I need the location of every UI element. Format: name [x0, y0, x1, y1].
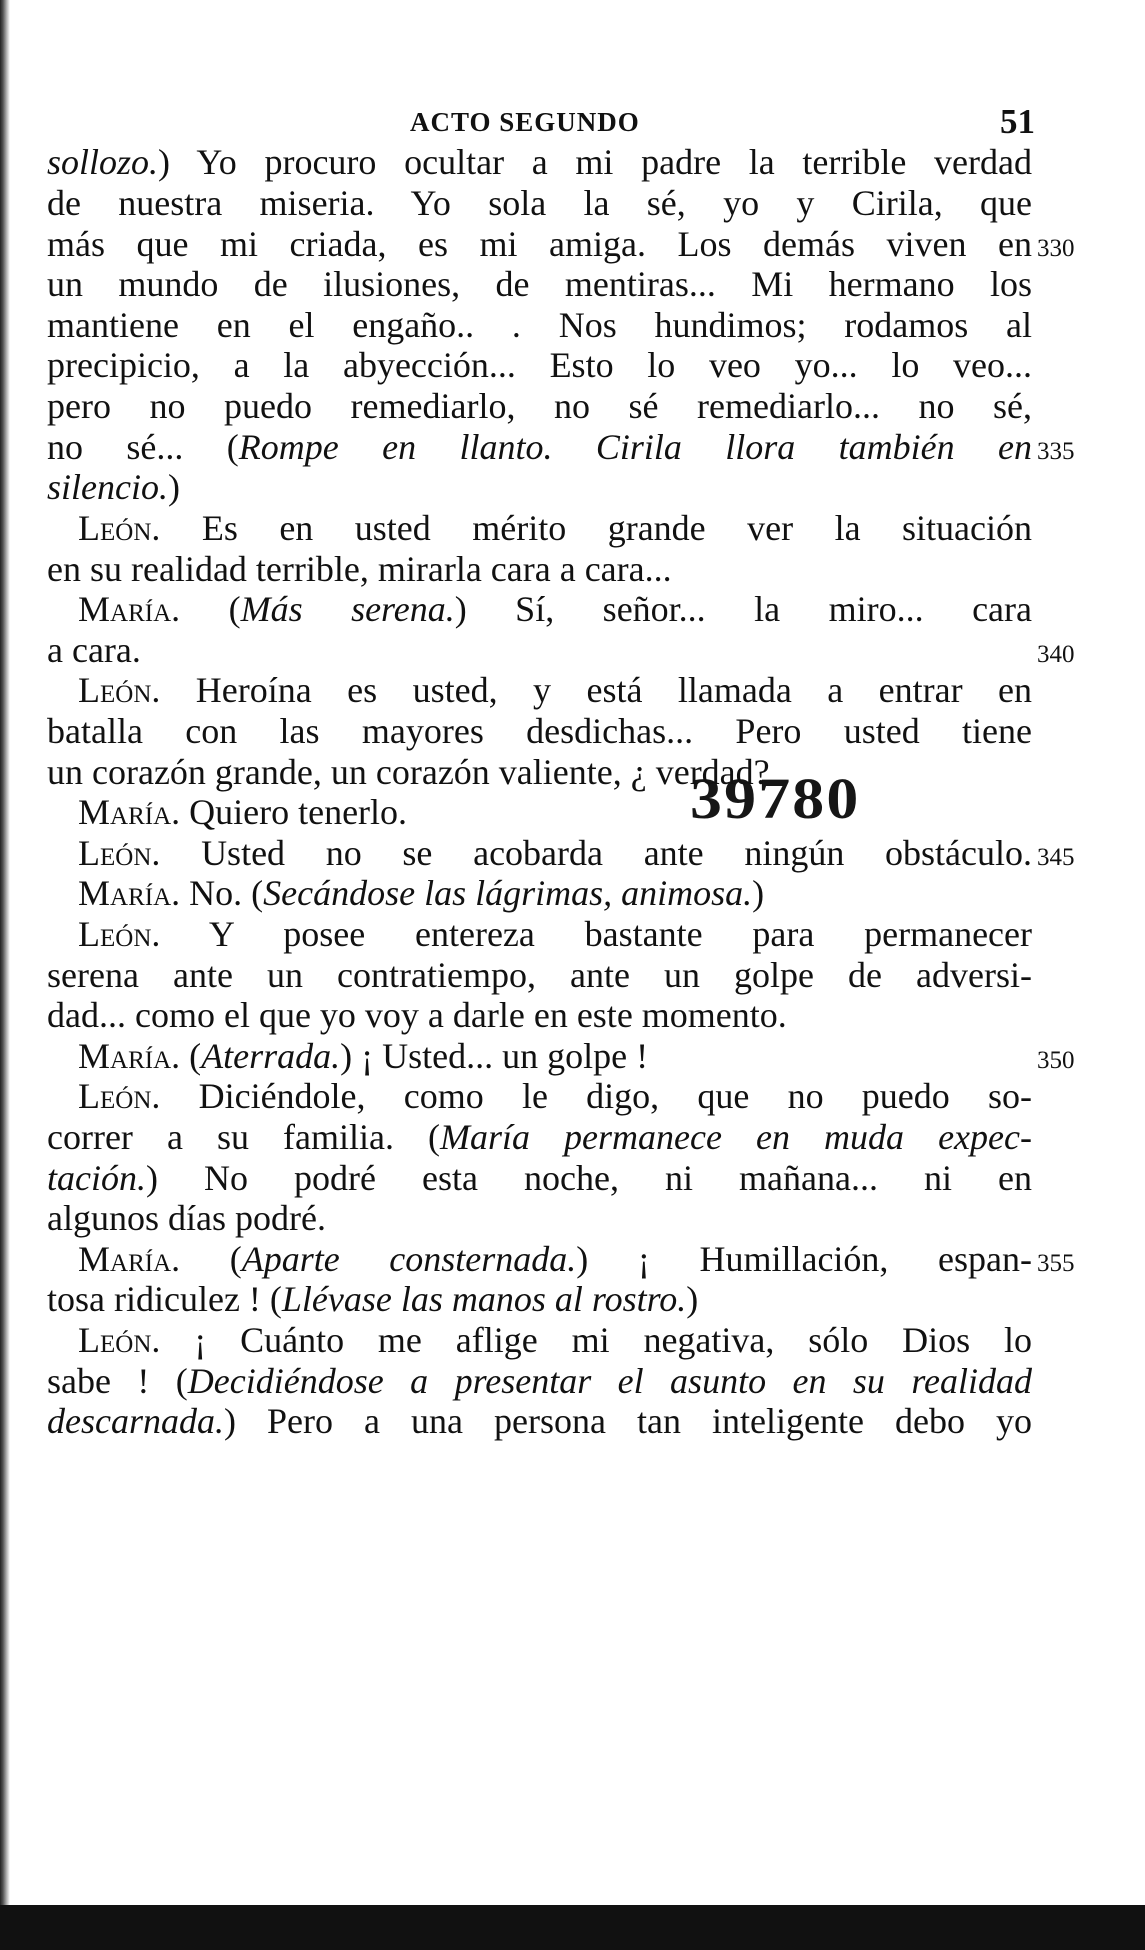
text-line: María. (Más serena.) Sí, señor... la miro... cara [78, 589, 1032, 629]
text-line: León. Y posee entereza bastante para permanecer [78, 914, 1032, 954]
speaker-name: María. [78, 873, 181, 913]
text-line: dad... como el que yo voy a darle en este momento. [47, 995, 787, 1035]
text-line: León. Diciéndole, como le digo, que no puedo so- [78, 1076, 1032, 1116]
binding-shadow [0, 0, 10, 1950]
text-line: tosa ridiculez ! (Llévase las manos al rostro.) [47, 1279, 699, 1319]
text-line: María. (Aterrada.) ¡ Usted... un golpe ! [78, 1036, 649, 1076]
text-line: de nuestra miseria. Yo sola la sé, yo y Cirila, que [47, 183, 1032, 223]
speaker-name: León. [78, 1320, 161, 1360]
text-line: en su realidad terrible, mirarla cara a cara... [47, 549, 672, 589]
text-line: León. Usted no se acobarda ante ningún obstáculo. [78, 833, 1032, 873]
text-line: descarnada.) Pero a una persona tan inteligente debo yo [47, 1401, 1032, 1441]
speaker-name: María. [78, 1036, 181, 1076]
text-line: María. Quiero tenerlo. [78, 792, 408, 832]
text-line: a cara. [47, 630, 141, 670]
text-line: precipicio, a la abyección... Esto lo veo yo... lo veo... [47, 345, 1032, 385]
text-line: algunos días podré. [47, 1198, 326, 1238]
text-line: correr a su familia. (María permanece en muda expec- [47, 1117, 1032, 1157]
text-line: un mundo de ilusiones, de mentiras... Mi hermano los [47, 264, 1032, 304]
line-number: 340 [1037, 641, 1075, 668]
text-line: un corazón grande, un corazón valiente, ¿ verdad? [47, 752, 770, 792]
line-number: 335 [1037, 438, 1075, 465]
text-line: tación.) No podré esta noche, ni mañana... ni en [47, 1158, 1032, 1198]
text-line: serena ante un contratiempo, ante un golpe de adversi- [47, 955, 1032, 995]
text-line: María. No. (Secándose las lágrimas, animosa.) [78, 873, 765, 913]
page-number: 51 [1000, 102, 1035, 141]
text-line: más que mi criada, es mi amiga. Los demás viven en [47, 224, 1032, 264]
line-number: 350 [1037, 1047, 1075, 1074]
speaker-name: María. [78, 1239, 181, 1279]
speaker-name: León. [78, 670, 161, 710]
speaker-name: María. [78, 589, 181, 629]
line-number: 330 [1037, 235, 1075, 262]
scan-bottom-edge [0, 1905, 1145, 1950]
text-line: batalla con las mayores desdichas... Pero usted tiene [47, 711, 1032, 751]
text-line: León. ¡ Cuánto me aflige mi negativa, sólo Dios lo [78, 1320, 1032, 1360]
speaker-name: María. [78, 792, 181, 832]
library-stamp: 39780 [690, 766, 861, 831]
speaker-name: León. [78, 508, 161, 548]
speaker-name: León. [78, 914, 161, 954]
speaker-name: León. [78, 833, 161, 873]
text-line: María. (Aparte consternada.) ¡ Humillación, espan- [78, 1239, 1032, 1279]
line-number: 355 [1037, 1250, 1075, 1277]
running-header: ACTO SEGUNDO [410, 107, 640, 137]
text-line: sollozo.) Yo procuro ocultar a mi padre la terrible verdad [47, 142, 1032, 182]
text-line: sabe ! (Decidiéndose a presentar el asunto en su realidad [47, 1361, 1032, 1401]
line-number: 345 [1037, 844, 1075, 871]
text-line: silencio.) [47, 467, 180, 507]
speaker-name: León. [78, 1076, 161, 1116]
text-line: mantiene en el engaño.. . Nos hundimos; rodamos al [47, 305, 1032, 345]
text-line: León. Heroína es usted, y está llamada a entrar en [78, 670, 1032, 710]
text-line: no sé... (Rompe en llanto. Cirila llora también en [47, 427, 1032, 467]
text-line: pero no puedo remediarlo, no sé remediarlo... no sé, [47, 386, 1032, 426]
text-line: León. Es en usted mérito grande ver la situación [78, 508, 1032, 548]
